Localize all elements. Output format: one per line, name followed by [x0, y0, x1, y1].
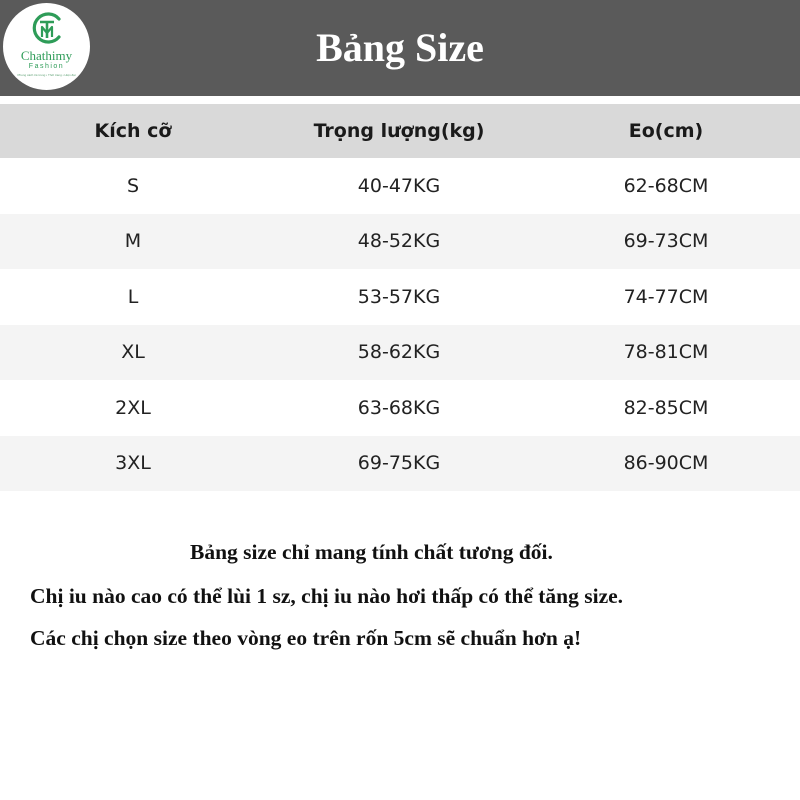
size-cell: M	[124, 230, 142, 253]
weight-cell: 53-57KG	[357, 285, 441, 308]
waist-cell: 86-90CM	[623, 452, 709, 475]
table-row	[0, 325, 800, 381]
waist-cell: 62-68CM	[623, 174, 709, 197]
waist-cell: 82-85CM	[623, 396, 709, 419]
weight-cell: 48-52KG	[357, 230, 441, 253]
column-header-weight: Trọng lượng(kg)	[313, 120, 485, 142]
brand-tagline: Phong cách trẻ trung • Thời trang • Hiện đại	[17, 73, 76, 77]
weight-cell: 69-75KG	[357, 452, 441, 475]
size-table	[0, 104, 800, 491]
size-cell: L	[127, 285, 139, 308]
weight-cell: 40-47KG	[357, 174, 441, 197]
column-header-waist: Eo(cm)	[628, 120, 704, 142]
table-row	[0, 380, 800, 436]
table-header-row	[0, 104, 800, 158]
note-line: Bảng size chỉ mang tính chất tương đối.	[190, 540, 553, 564]
table-row	[0, 269, 800, 325]
table-row	[0, 436, 800, 492]
waist-cell: 69-73CM	[623, 230, 709, 253]
waist-cell: 74-77CM	[623, 285, 709, 308]
column-header-size: Kích cỡ	[94, 120, 172, 142]
size-cell: XL	[121, 341, 145, 364]
size-cell: 3XL	[115, 452, 151, 475]
size-cell: 2XL	[115, 396, 151, 419]
note-line: Chị iu nào cao có thể lùi 1 sz, chị iu nào hơi thấp có thể tăng size.	[30, 584, 624, 608]
note-line: Các chị chọn size theo vòng eo trên rốn 5cm sẽ chuẩn hơn ạ!	[30, 626, 582, 650]
table-row	[0, 158, 800, 214]
page-title: Bảng Size	[316, 25, 484, 70]
header-bar	[0, 0, 800, 96]
brand-subtitle: Fashion	[28, 63, 65, 70]
weight-cell: 58-62KG	[357, 341, 441, 364]
brand-name: Chathimy	[20, 48, 73, 63]
weight-cell: 63-68KG	[357, 396, 441, 419]
waist-cell: 78-81CM	[623, 341, 709, 364]
table-row	[0, 214, 800, 270]
size-cell: S	[126, 174, 140, 197]
